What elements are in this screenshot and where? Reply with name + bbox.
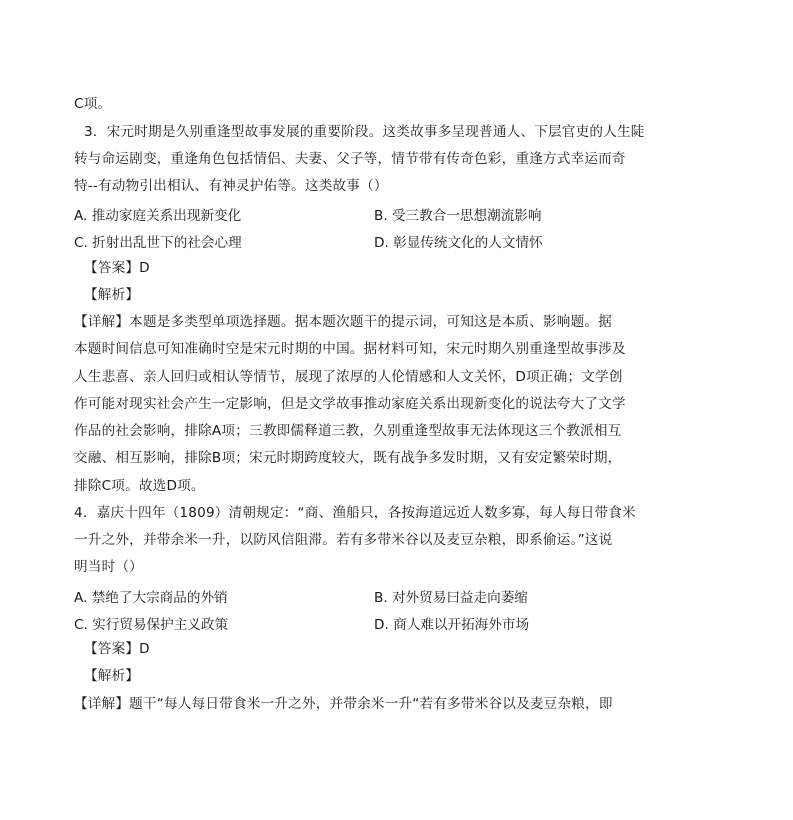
- question-3-detail-line-2: 本题时间信息可知准确时空是宋元时期的中国。据材料可知，宋元时期久别重逢型故事涉及: [74, 341, 626, 357]
- question-3-detail-line-3: 人生悲喜、亲人回归或相认等情节，展现了浓厚的人伦情感和人文关怀，D项正确；文学创: [74, 369, 623, 385]
- question-4-detail-line-1: 【详解】题干“每人每日带食米一升之外，并带余米一升“若有多带米谷以及麦豆杂粮，即: [74, 696, 613, 712]
- question-3-option-d: D. 彰显传统文化的人文情怀: [374, 235, 543, 251]
- question-3-stem-line-3: 特--有动物引出相认、有神灵护佑等。这类故事（）: [74, 178, 388, 194]
- question-3-detail-line-7: 排除C项。故选D项。: [74, 478, 205, 494]
- question-4-stem-line-1: 4．嘉庆十四年（1809）清朝规定：“商、渔船只，各按海道远近人数多寡，每人每日带食米: [74, 505, 636, 521]
- question-3-option-c: C. 折射出乱世下的社会心理: [74, 235, 242, 251]
- question-4-stem-line-2: 一升之外，并带余米一升，以防风信阻滞。若有多带米谷以及麦豆杂粮，即系偷运。”这说: [74, 532, 613, 548]
- question-4-option-b: B. 对外贸易曰益走向萎缩: [374, 590, 528, 606]
- question-3-option-b: B. 受三教合一思想潮流影响: [374, 208, 542, 224]
- question-4-stem-line-3: 明当时（）: [74, 559, 143, 575]
- question-3-detail-line-5: 作品的社会影响，排除A项；三教即儒释道三教，久别重逢型故事无法体现这三个教派相互: [74, 423, 622, 439]
- question-3-detail-line-1: 【详解】本题是多类型单项选择题。据本题次题干的提示词，可知这是本质、影响题。据: [74, 314, 612, 330]
- question-3-answer: 【答案】D: [84, 260, 150, 276]
- question-4-option-a: A. 禁绝了大宗商品的外销: [74, 590, 228, 606]
- question-3-stem-line-2: 转与命运剧变，重逢角色包括情侣、夫妻、父子等，情节带有传奇色彩，重逢方式幸运而奇: [74, 151, 626, 167]
- question-4-analysis-label: 【解析】: [84, 668, 140, 684]
- question-4-option-d: D. 商人难以开拓海外市场: [374, 617, 530, 633]
- text-line: C项。: [74, 96, 112, 112]
- question-3-detail-line-6: 交融、相互影响，排除B项；宋元时期跨度较大，既有战争多发时期，又有安定繁荣时期，: [74, 450, 622, 466]
- question-4-answer: 【答案】D: [84, 641, 150, 657]
- question-3-stem-line-1: 3．宋元时期是久别重逢型故事发展的重要阶段。这类故事多呈现普通人、下层官吏的人生陡: [84, 124, 645, 140]
- question-4-option-c: C. 实行贸易保护主义政策: [74, 617, 229, 633]
- question-3-analysis-label: 【解析】: [84, 287, 140, 303]
- question-3-detail-line-4: 作可能对现实社会产生一定影响，但是文学故事推动家庭关系出现新变化的说法夸大了文学: [74, 396, 626, 412]
- question-3-option-a: A. 推动家庭关系出现新变化: [74, 208, 242, 224]
